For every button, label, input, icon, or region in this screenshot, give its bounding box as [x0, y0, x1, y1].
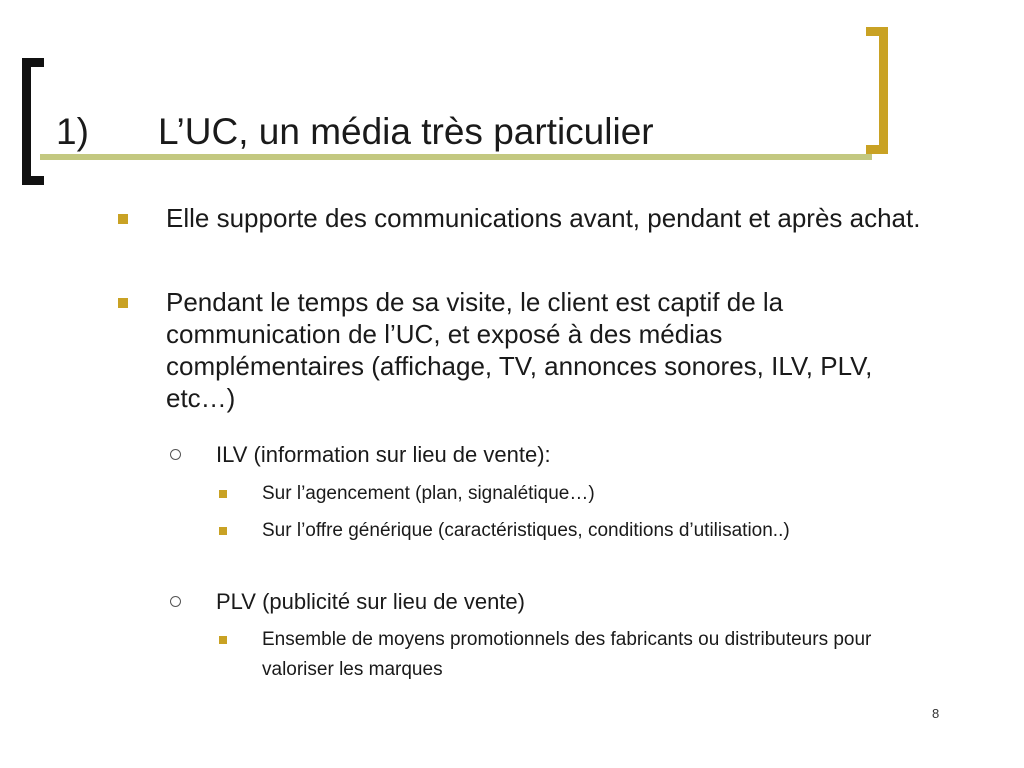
circle-bullet-icon — [170, 449, 181, 460]
ilv-item-1: Sur l’agencement (plan, signalétique…) — [262, 483, 595, 504]
title-text: L’UC, un média très particulier — [158, 111, 654, 152]
right-bracket-decoration — [866, 27, 888, 154]
bullet-1: Elle supporte des communications avant, pendant et après achat. — [166, 203, 921, 233]
title-number: 1) — [56, 111, 89, 152]
slide-title — [56, 108, 654, 156]
square-bullet-icon — [219, 636, 227, 644]
page-number: 8 — [932, 706, 940, 721]
plv-item-1: Ensemble de moyens promotionnels des fabricants ou distributeurs pour valoriser les marques — [262, 629, 872, 680]
square-bullet-icon — [219, 527, 227, 535]
sub-bullet-ilv: ILV (information sur lieu de vente): — [216, 442, 551, 467]
square-bullet-icon — [118, 214, 128, 224]
bullet-2: Pendant le temps de sa visite, le client est captif de la communication de l’UC, et exposé à des médias complémentaires (affichage, TV, annonces sonores, ILV, PLV, etc…) — [166, 287, 873, 413]
circle-bullet-icon — [170, 596, 181, 607]
left-bracket-decoration — [22, 58, 44, 185]
sub-bullet-plv: PLV (publicité sur lieu de vente) — [216, 589, 525, 614]
square-bullet-icon — [219, 490, 227, 498]
ilv-item-2: Sur l’offre générique (caractéristiques, conditions d’utilisation..) — [262, 520, 790, 541]
square-bullet-icon — [118, 298, 128, 308]
